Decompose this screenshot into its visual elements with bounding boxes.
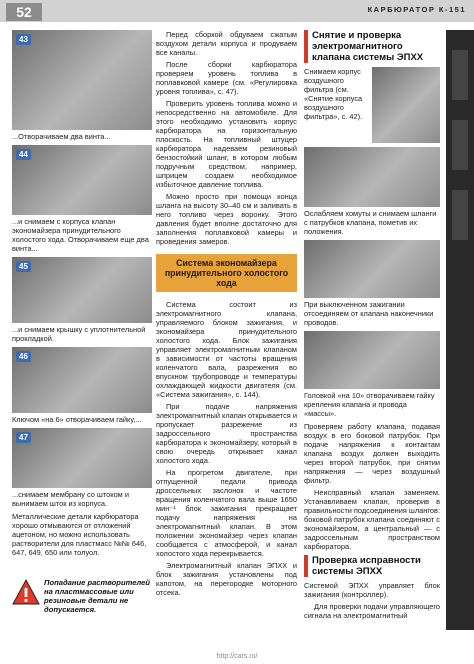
photo-caption: При выключенном зажигании отсоединяем от клапана наконечники проводов. xyxy=(304,300,434,327)
paragraph: Системой ЭПХХ управляет блок зажигания (контроллер). xyxy=(304,581,440,599)
section-title-econ: Система экономайзера принудительного холостого хода xyxy=(156,254,297,292)
paragraph: Проверить уровень топлива можно и непосредственно на автомобиле. Для этого необходимо установить корпус карбюратора на горизонтальную плоскость. На топливный штуцер карбюратора надеваем резиновый бензостойкий шланг, в котором любым подручным средством, например, шприцем создаем необходимое избыточное давление топлива. xyxy=(156,99,297,189)
paragraph: Электромагнитный клапан ЭПХХ и блок зажигания установлены под капотом, на перегородке моторного отсека. xyxy=(156,561,297,597)
photo-caption: ...и снимаем крышку с уплотнительной прокладкой. xyxy=(12,325,146,343)
photo-number: 43 xyxy=(16,34,31,45)
paragraph: Можно просто при помощи конца шланга на высоту 30–40 см и заливать в него топливо через воронку. Этого давления будет вполне достаточно для заполнения поплавковой камеры и проведения замеров. xyxy=(156,192,297,246)
paragraph: Для проверки подачи управляющего сигнала на электромагнитный xyxy=(304,602,440,620)
thumb-tab xyxy=(452,190,468,240)
paragraph: Неисправный клапан заменяем. Устанавливаем клапан, проверив в правильности подсоединения шлангов: боковой патрубок клапана соединяют с экономайзером, а центральный — с задроссельным пространством карбюратора. xyxy=(304,488,440,551)
photo-caption: ...снимаем мембрану со штоком и вынимаем шток из корпуса. xyxy=(12,490,129,508)
section-title-epxx-removal: Снятие и проверка электромагнитного клапана системы ЭПХХ xyxy=(304,30,440,63)
photo-row xyxy=(304,67,440,143)
photo-caption: Снимаем корпус воздушного фильтра (см. «Снятие корпуса воздушного фильтра», с. 42). xyxy=(304,67,363,121)
photo-engine-1 xyxy=(372,67,440,143)
paragraph: На прогретом двигателе, при отпущенной педали привода дроссельных заслонок и частоте вращения коленчатого вала выше 1650 мин⁻¹ блок зажигания прекращает подачу напряжения на электромагнитный клапан. В этом положении экономайзер через клапан сообщается с атмосферой, и канал холостого хода перекрывается. xyxy=(156,468,297,558)
photo-caption: ...Отворачиваем два винта... xyxy=(12,132,111,141)
thumb-tab xyxy=(452,50,468,100)
photo-caption: Головкой «на 10» отворачиваем гайку крепления клапана и провода «массы». xyxy=(304,391,435,418)
cleaning-note: Металлические детали карбюратора хорошо отмываются от отложений ацетоном, но можно использовать растворители для пластмасс №№ 646, 647, 649, 650 или толуол. xyxy=(12,512,147,557)
footer-url: http://cars.ru/ xyxy=(216,653,258,660)
photo-number: 44 xyxy=(16,149,31,160)
photo-47 xyxy=(12,428,152,488)
photo-caption: Ослабляем хомуты и снимаем шланги с патрубков клапана, пометив их положения. xyxy=(304,209,437,236)
right-column xyxy=(304,30,440,623)
paragraph: Перед сборкой обдуваем сжатым воздухом детали корпуса и продуваем все каналы. xyxy=(156,30,297,57)
thumb-tab xyxy=(452,120,468,170)
thumb-index-bar xyxy=(446,30,474,630)
section-title-epxx-check: Проверка исправности системы ЭПХХ xyxy=(304,555,440,577)
photo-engine-2 xyxy=(304,147,440,207)
paragraph: При подаче напряжения электромагнитный клапан открывается и пропускает разрежение из задроссельного пространства карбюратора к экономайзеру, который в свою очередь открывает канал холостого хода. xyxy=(156,402,297,465)
photo-number: 46 xyxy=(16,351,31,362)
middle-column xyxy=(156,30,297,600)
paragraph: Система состоит из электромагнитного клапана, управляемого блоком зажигания, и экономайзера принудительного холостого хода. Блок зажигания управляет электромагнитным клапаном в зависимости от частоты вращения коленчатого вала, разрежения во впускном трубопроводе и температуры охлаждающей жидкости двигателя (см. «Система зажигания», с. 144). xyxy=(156,300,297,399)
photo-caption: Ключом «на 6» отворачиваем гайку,... xyxy=(12,415,142,424)
section-header-title: КАРБЮРАТОР К-151 xyxy=(367,5,466,14)
photo-caption: ...и снимаем с корпуса клапан экономайзера принудительного холостого хода. Отворачиваем еще два винта... xyxy=(12,217,149,253)
warning-box xyxy=(12,578,152,614)
left-column xyxy=(12,30,152,561)
warning-icon xyxy=(12,578,40,606)
photo-44 xyxy=(12,145,152,215)
page-header xyxy=(0,0,474,22)
photo-engine-3 xyxy=(304,240,440,298)
page-number: 52 xyxy=(6,3,42,21)
photo-46 xyxy=(12,347,152,413)
warning-text: Попадание растворителей на пластмассовые или резиновые детали не допускается. xyxy=(44,578,151,614)
paragraph: Проверяем работу клапана, подавая воздух в его боковой патрубок. При подаче напряжения к контактам клапана воздух должен выходить через второй патрубок, при снятии напряжения — через воздушный фильтр. xyxy=(304,422,440,485)
photo-engine-4 xyxy=(304,331,440,389)
photo-43 xyxy=(12,30,152,130)
photo-number: 47 xyxy=(16,432,31,443)
photo-number: 45 xyxy=(16,261,31,272)
photo-45 xyxy=(12,257,152,323)
paragraph: После сборки карбюратора проверяем уровень топлива в поплавковой камере (см. «Регулировка уровня топлива», с. 47). xyxy=(156,60,297,96)
